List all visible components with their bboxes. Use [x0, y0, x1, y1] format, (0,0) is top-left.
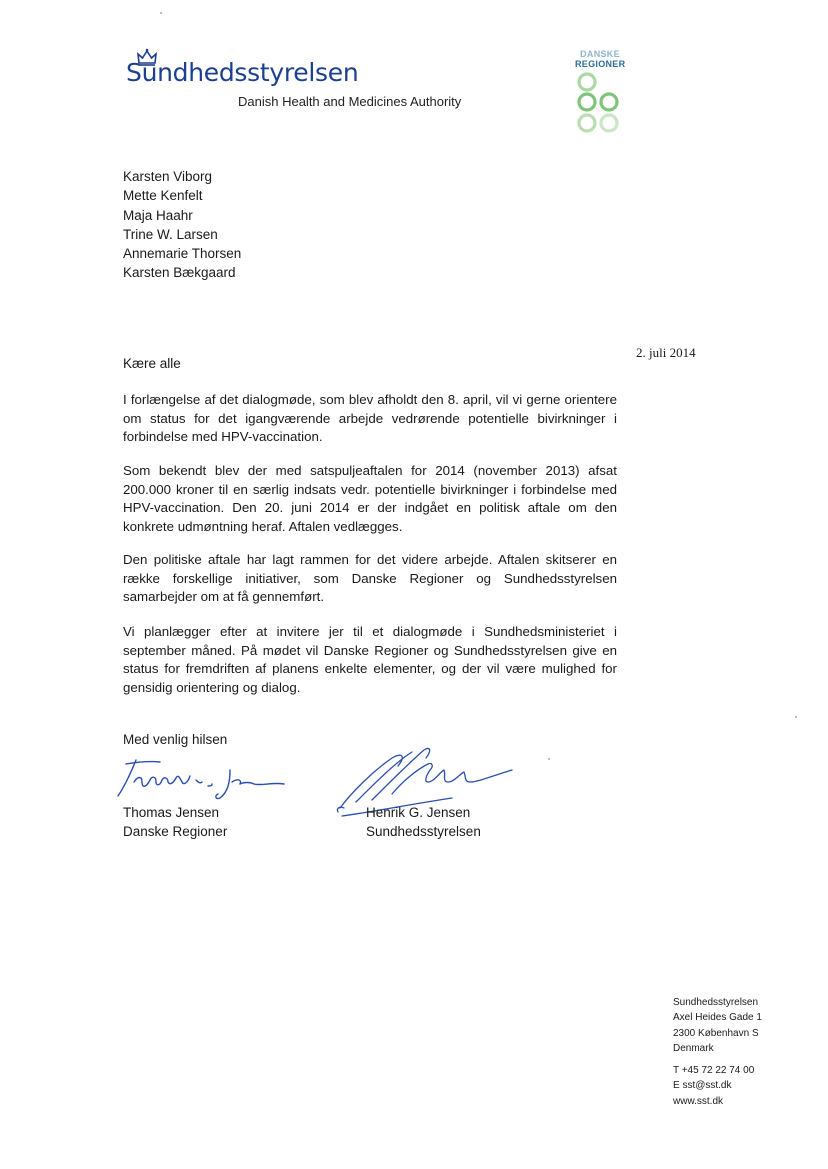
recipient-name: Maja Haahr: [123, 207, 193, 223]
closing-salutation: Med venlig hilsen: [123, 732, 228, 747]
scan-speck: [160, 12, 162, 14]
signatory-name: Henrik G. Jensen: [366, 805, 471, 820]
recipient-name: Karsten Viborg: [123, 169, 213, 184]
body-paragraph: Vi planlægger efter at invitere jer til et dialogmøde i Sundhedsministeriet i september måned. På mødet vil Danske Regioner og Sundhedsstyrelsen give en status for fremdriften af planens enkelte elementer, og der vil være mulighed for gensidig orientering og dialog.: [123, 624, 617, 695]
greeting: Kære alle: [123, 356, 181, 371]
sender-address-block: [673, 995, 762, 1109]
footer-city: 2300 København S: [673, 1027, 759, 1039]
signatory-organization: Danske Regioner: [123, 824, 228, 839]
signatory-right: [366, 803, 481, 841]
partner-logo-rings-icon: [574, 72, 624, 138]
body-paragraph: Den politiske aftale har lagt rammen for det videre arbejde. Aftalen skitserer en række forskellige initiativer, som Danske Regioner og Sundhedsstyrelsen samarbejder om at få gennemført.: [123, 552, 617, 605]
partner-logo-text: [575, 49, 625, 69]
signatory-left: [123, 803, 227, 841]
recipient-name: Mette Kenfelt: [123, 188, 203, 204]
footer-email: E sst@sst.dk: [673, 1080, 732, 1092]
signatory-organization: Sundhedsstyrelsen: [366, 824, 481, 839]
footer-phone: T +45 72 22 74 00: [673, 1065, 755, 1077]
brand-subtitle: Danish Health and Medicines Authority: [238, 94, 462, 109]
partner-logo-line1: DANSKE: [580, 49, 620, 59]
scan-speck: [795, 716, 797, 718]
partner-logo-line2: REGIONER: [575, 59, 626, 69]
body-paragraph: Som bekendt blev der med satspuljeaftalen for 2014 (november 2013) afsat 200.000 kroner til en særlig indsats vedr. potentielle bivirkninger i forbindelse med HPV-vaccination. Den 20. juni 2014 er der indgået en politisk aftale om den konkrete udmøntning heraf. Aftalen vedlægges.: [123, 463, 617, 534]
scan-speck: [548, 758, 550, 760]
footer-street: Axel Heides Gade 1: [673, 1012, 762, 1024]
footer-country: Denmark: [673, 1042, 714, 1054]
recipient-name: Trine W. Larsen: [123, 226, 218, 242]
recipient-name: Karsten Bækgaard: [123, 265, 236, 281]
signatory-name: Thomas Jensen: [123, 805, 220, 820]
signature-thomas-jensen: [112, 752, 292, 804]
letter-date: 2. juli 2014: [636, 345, 696, 360]
footer-website: www.sst.dk: [673, 1095, 724, 1107]
recipient-list: [123, 167, 241, 283]
footer-organization: Sundhedsstyrelsen: [673, 997, 759, 1008]
brand-logo-text: Sundhedsstyrelsen: [126, 58, 359, 87]
body-paragraph: I forlængelse af det dialogmøde, som blev afholdt den 8. april, vil vi gerne orientere om status for det igangværende arbejde vedrørende potentielle bivirkninger i forbindelse med HPV-vaccination.: [123, 392, 617, 445]
recipient-name: Annemarie Thorsen: [123, 246, 242, 262]
